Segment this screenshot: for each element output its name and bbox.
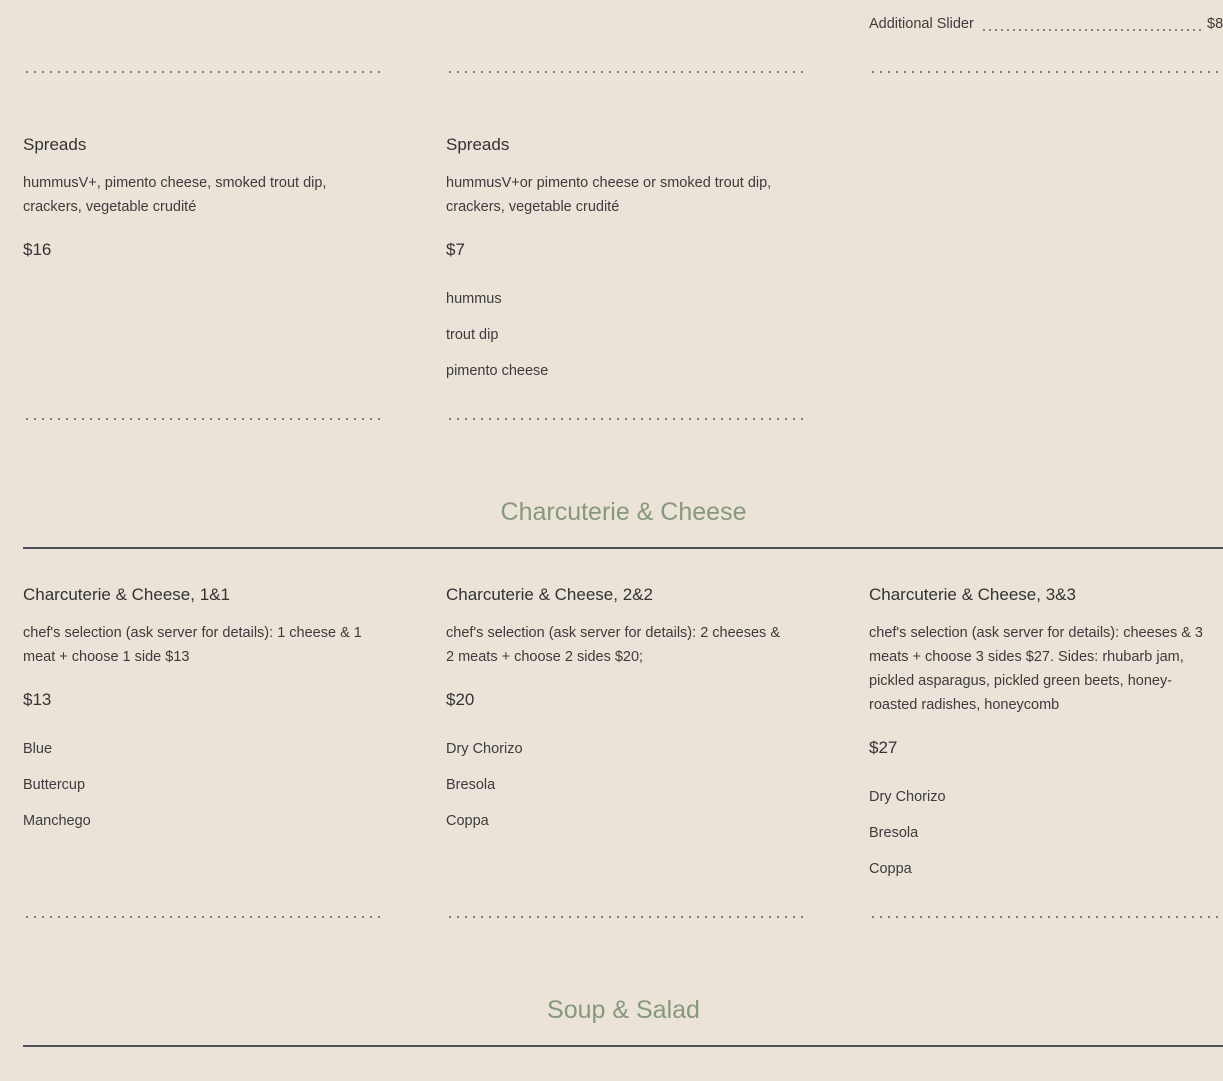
menu-item-description: hummusV+, pimento cheese, smoked trout dip, crackers, vegetable crudité (23, 175, 327, 215)
menu-option-bresola[interactable]: Bresola (869, 825, 919, 841)
menu-item-description: hummusV+or pimento cheese or smoked trout dip, crackers, vegetable crudité (446, 175, 772, 215)
menu-option-bresola[interactable]: Bresola (446, 777, 496, 793)
section-title-soup-salad: Soup & Salad (547, 996, 700, 1024)
section-rule (23, 547, 1223, 549)
menu-item-title: Charcuterie & Cheese, 2&2 (446, 585, 653, 604)
item-divider (23, 915, 380, 919)
item-divider (869, 915, 1223, 919)
additional-slider-label: Additional Slider (869, 16, 974, 32)
menu-item-price: $16 (23, 240, 52, 259)
menu-option-hummus[interactable]: hummus (446, 291, 502, 307)
additional-slider-row (869, 16, 1223, 36)
price-leader-dots (981, 28, 1201, 32)
menu-item-description: chef's selection (ask server for details): 1 cheese & 1 meat + choose 1 side $13 (23, 625, 362, 665)
menu-option-blue[interactable]: Blue (23, 741, 53, 757)
menu-item-description: chef's selection (ask server for details): cheeses & 3 meats + choose 3 sides $27. Sides: rhubarb jam, pickled asparagus, pickled green beets, honey-roasted radishes, honeycomb (869, 625, 1203, 713)
item-divider (446, 915, 803, 919)
additional-slider-price: $8 (1207, 16, 1223, 32)
section-rule (23, 1045, 1223, 1047)
menu-item-price: $27 (869, 738, 898, 757)
menu-item-title: Charcuterie & Cheese, 3&3 (869, 585, 1076, 604)
menu-option-dry-chorizo[interactable]: Dry Chorizo (869, 789, 946, 805)
item-divider (446, 70, 803, 74)
menu-option-dry-chorizo[interactable]: Dry Chorizo (446, 741, 523, 757)
menu-option-pimento-cheese[interactable]: pimento cheese (446, 363, 549, 379)
menu-item-price: $7 (446, 240, 465, 259)
menu-item-title: Spreads (446, 135, 510, 154)
menu-item-description: chef's selection (ask server for details): 2 cheeses & 2 meats + choose 2 sides $20; (446, 625, 780, 665)
item-divider (446, 417, 803, 421)
section-title-charcuterie: Charcuterie & Cheese (500, 498, 747, 526)
menu-option-coppa[interactable]: Coppa (869, 861, 912, 877)
item-divider (23, 417, 380, 421)
menu-option-coppa[interactable]: Coppa (446, 813, 489, 829)
menu-item-title: Spreads (23, 135, 87, 154)
item-divider (869, 70, 1223, 74)
menu-item-price: $13 (23, 690, 52, 709)
menu-option-trout-dip[interactable]: trout dip (446, 327, 499, 343)
menu-item-title: Charcuterie & Cheese, 1&1 (23, 585, 230, 604)
item-divider (23, 70, 380, 74)
menu-item-price: $20 (446, 690, 475, 709)
menu-option-manchego[interactable]: Manchego (23, 813, 91, 829)
menu-option-buttercup[interactable]: Buttercup (23, 777, 86, 793)
